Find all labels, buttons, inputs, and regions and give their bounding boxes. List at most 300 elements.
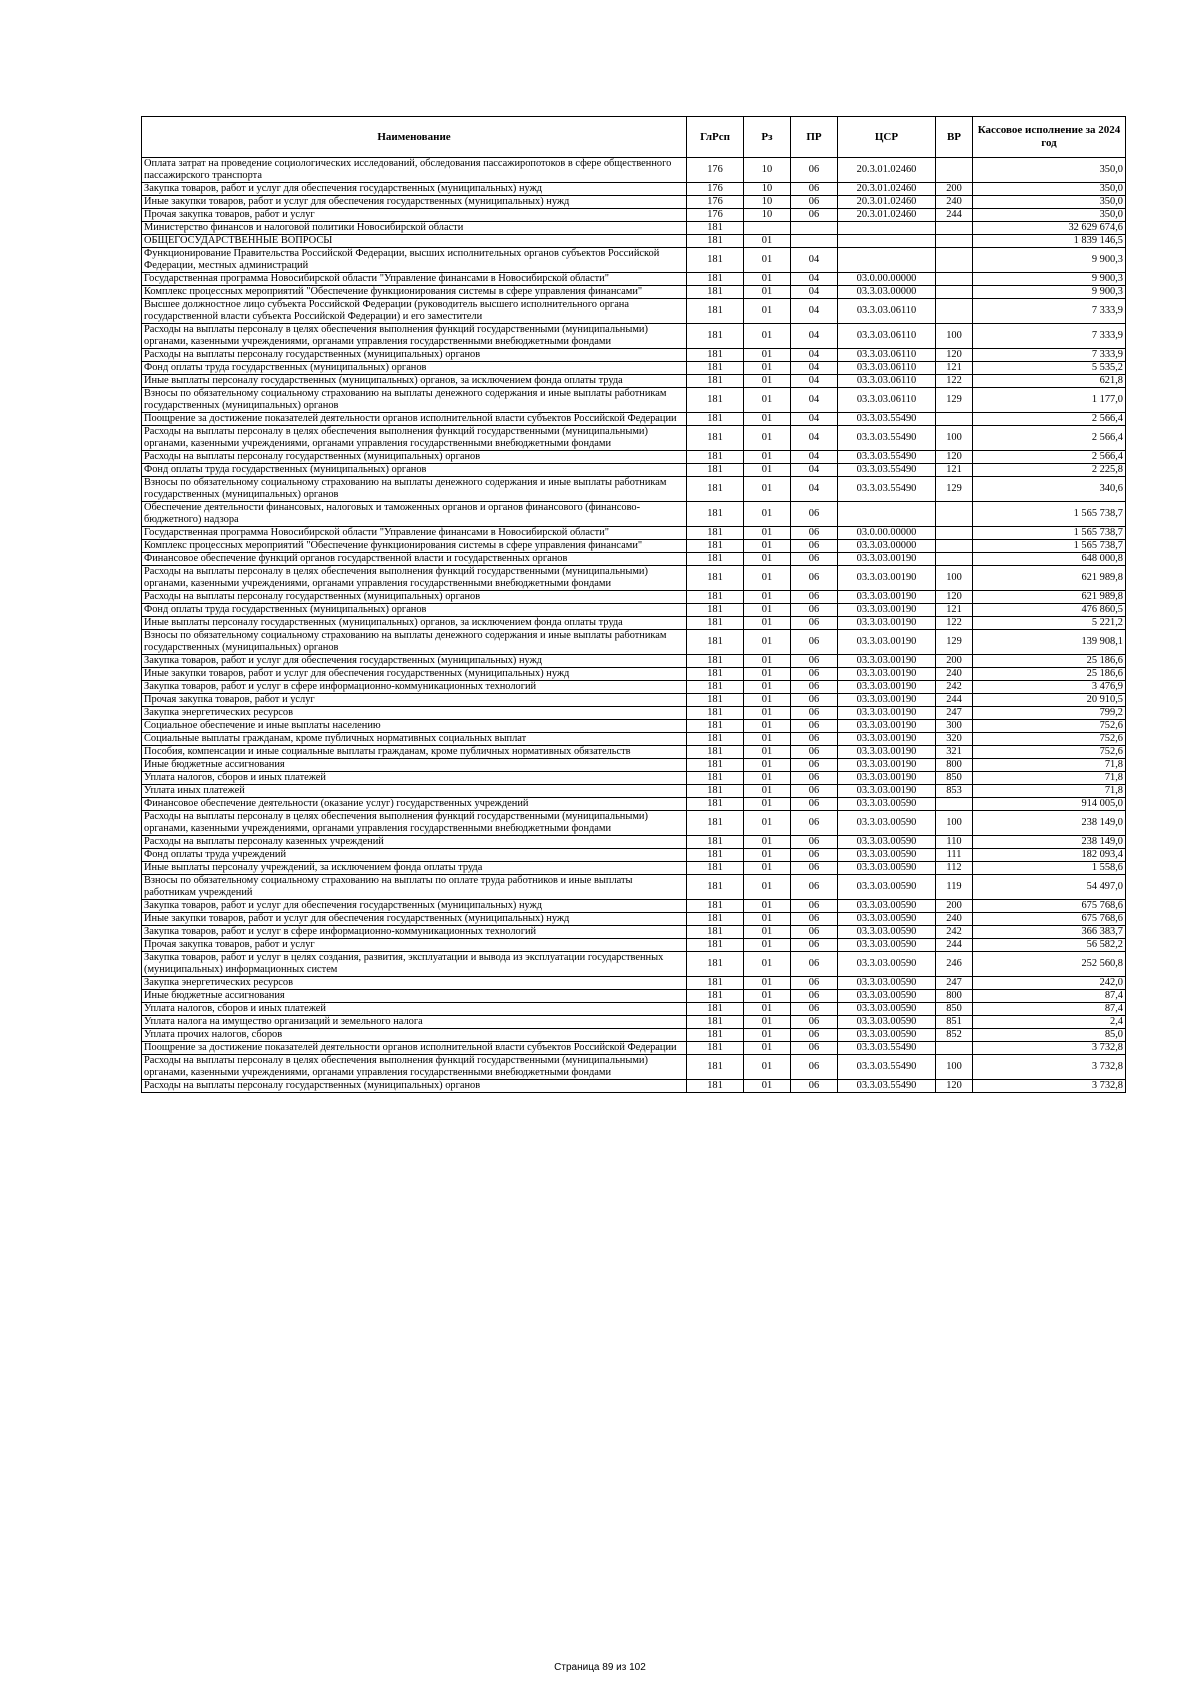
cell-rz: 01 [744,235,791,248]
cell-pr: 06 [791,630,838,655]
cell-csr: 03.3.03.00190 [838,746,936,759]
table-row [142,720,1126,733]
cell-rz: 01 [744,772,791,785]
cell-pr: 06 [791,913,838,926]
table-row [142,772,1126,785]
cell-glrsp: 181 [687,785,744,798]
cell-pr: 06 [791,862,838,875]
cell-csr: 03.3.03.00590 [838,939,936,952]
table-row [142,196,1126,209]
cell-csr: 03.3.03.00190 [838,553,936,566]
cell-csr: 03.3.03.00190 [838,668,936,681]
cell-vr: 851 [936,1016,973,1029]
cell-amount: 87,4 [973,1003,1126,1016]
cell-csr: 03.3.03.00190 [838,720,936,733]
cell-csr: 03.3.03.00190 [838,655,936,668]
cell-csr [838,235,936,248]
cell-amount: 87,4 [973,990,1126,1003]
header-rz: Рз [744,117,791,158]
cell-amount: 350,0 [973,158,1126,183]
cell-pr: 06 [791,196,838,209]
cell-amount: 7 333,9 [973,324,1126,349]
table-row [142,952,1126,977]
cell-glrsp: 181 [687,540,744,553]
cell-rz: 01 [744,785,791,798]
cell-amount: 238 149,0 [973,836,1126,849]
cell-vr: 120 [936,591,973,604]
table-row [142,1055,1126,1080]
table-row [142,286,1126,299]
table-row [142,785,1126,798]
cell-name: Иные выплаты персоналу учреждений, за исключением фонда оплаты труда [142,862,687,875]
cell-glrsp: 176 [687,196,744,209]
cell-vr: 122 [936,617,973,630]
cell-pr: 06 [791,811,838,836]
cell-glrsp: 181 [687,1003,744,1016]
cell-pr: 06 [791,849,838,862]
table-row [142,502,1126,527]
cell-pr: 04 [791,286,838,299]
cell-vr [936,553,973,566]
cell-glrsp: 181 [687,772,744,785]
cell-csr: 20.3.01.02460 [838,209,936,222]
cell-pr: 06 [791,527,838,540]
cell-name: Уплата налогов, сборов и иных платежей [142,1003,687,1016]
cell-pr: 06 [791,1042,838,1055]
cell-rz: 01 [744,836,791,849]
cell-rz: 01 [744,375,791,388]
cell-amount: 1 565 738,7 [973,527,1126,540]
cell-rz: 01 [744,900,791,913]
cell-vr: 242 [936,926,973,939]
cell-amount: 71,8 [973,759,1126,772]
cell-rz: 01 [744,952,791,977]
cell-vr: 240 [936,913,973,926]
cell-vr: 121 [936,362,973,375]
budget-document [141,116,1125,1093]
cell-amount: 621,8 [973,375,1126,388]
cell-vr [936,1042,973,1055]
table-row [142,926,1126,939]
cell-name: Обеспечение деятельности финансовых, налоговых и таможенных органов и органов финансового (финансово-бюджетного) надзора [142,502,687,527]
table-row [142,591,1126,604]
cell-glrsp: 181 [687,248,744,273]
cell-csr: 03.3.03.00590 [838,1016,936,1029]
cell-rz: 01 [744,1080,791,1093]
cell-name: Пособия, компенсации и иные социальные выплаты гражданам, кроме публичных нормативных обязательств [142,746,687,759]
table-row [142,746,1126,759]
cell-vr [936,413,973,426]
cell-vr: 200 [936,900,973,913]
cell-glrsp: 181 [687,990,744,1003]
cell-rz: 01 [744,694,791,707]
cell-csr: 03.3.03.06110 [838,324,936,349]
cell-amount: 56 582,2 [973,939,1126,952]
cell-vr: 242 [936,681,973,694]
table-row [142,849,1126,862]
cell-name: Закупка энергетических ресурсов [142,977,687,990]
cell-name: Иные закупки товаров, работ и услуг для обеспечения государственных (муниципальных) нужд [142,196,687,209]
cell-rz: 01 [744,1055,791,1080]
cell-pr: 06 [791,617,838,630]
cell-rz: 01 [744,798,791,811]
cell-rz: 01 [744,1016,791,1029]
cell-csr: 03.3.03.00190 [838,566,936,591]
cell-vr: 247 [936,707,973,720]
table-row [142,299,1126,324]
cell-pr: 06 [791,183,838,196]
cell-name: Фонд оплаты труда государственных (муниципальных) органов [142,604,687,617]
cell-name: Расходы на выплаты персоналу казенных учреждений [142,836,687,849]
cell-pr: 04 [791,426,838,451]
cell-name: Фонд оплаты труда учреждений [142,849,687,862]
cell-pr: 04 [791,273,838,286]
cell-rz: 01 [744,875,791,900]
cell-rz: 01 [744,617,791,630]
cell-vr [936,798,973,811]
cell-name: Оплата затрат на проведение социологических исследований, обследования пассажиропотоков в сфере общественного пассажирского транспорта [142,158,687,183]
cell-rz: 01 [744,977,791,990]
cell-csr: 03.0.00.00000 [838,273,936,286]
cell-amount: 9 900,3 [973,273,1126,286]
cell-rz: 01 [744,720,791,733]
cell-pr [791,235,838,248]
cell-glrsp: 181 [687,362,744,375]
cell-pr: 04 [791,477,838,502]
cell-csr: 03.3.03.06110 [838,299,936,324]
cell-amount: 1 565 738,7 [973,502,1126,527]
cell-vr [936,540,973,553]
cell-csr: 03.3.03.06110 [838,349,936,362]
table-row [142,540,1126,553]
cell-name: Прочая закупка товаров, работ и услуг [142,209,687,222]
cell-amount: 20 910,5 [973,694,1126,707]
cell-vr: 129 [936,388,973,413]
cell-vr: 240 [936,196,973,209]
cell-glrsp: 181 [687,630,744,655]
cell-rz: 10 [744,183,791,196]
cell-amount: 2,4 [973,1016,1126,1029]
cell-csr: 03.3.03.00590 [838,926,936,939]
cell-rz: 01 [744,502,791,527]
cell-amount: 5 535,2 [973,362,1126,375]
cell-csr: 03.3.03.00590 [838,977,936,990]
cell-name: Расходы на выплаты персоналу государственных (муниципальных) органов [142,1080,687,1093]
cell-amount: 32 629 674,6 [973,222,1126,235]
cell-amount: 350,0 [973,209,1126,222]
cell-csr: 03.3.03.55490 [838,451,936,464]
cell-name: Закупка товаров, работ и услуг для обеспечения государственных (муниципальных) нужд [142,655,687,668]
table-row [142,630,1126,655]
cell-pr: 06 [791,952,838,977]
cell-name: Закупка товаров, работ и услуг для обеспечения государственных (муниципальных) нужд [142,900,687,913]
cell-amount: 2 566,4 [973,451,1126,464]
cell-vr: 129 [936,630,973,655]
cell-rz: 01 [744,655,791,668]
cell-vr: 853 [936,785,973,798]
table-row [142,1080,1126,1093]
cell-csr: 03.3.03.06110 [838,362,936,375]
cell-name: Финансовое обеспечение функций органов государственной власти и государственных органов [142,553,687,566]
cell-pr: 06 [791,502,838,527]
cell-amount: 3 732,8 [973,1080,1126,1093]
cell-csr: 03.3.03.55490 [838,1080,936,1093]
cell-amount: 54 497,0 [973,875,1126,900]
cell-name: Закупка товаров, работ и услуг в сфере информационно-коммуникационных технологий [142,681,687,694]
table-row [142,388,1126,413]
table-row [142,836,1126,849]
cell-csr: 03.0.00.00000 [838,527,936,540]
cell-name: Государственная программа Новосибирской области "Управление финансами в Новосибирской области" [142,527,687,540]
cell-name: Государственная программа Новосибирской области "Управление финансами в Новосибирской области" [142,273,687,286]
cell-glrsp: 181 [687,1016,744,1029]
table-row [142,939,1126,952]
cell-vr: 244 [936,694,973,707]
cell-glrsp: 181 [687,836,744,849]
cell-name: Закупка энергетических ресурсов [142,707,687,720]
header-pr: ПР [791,117,838,158]
header-glrsp: ГлРсп [687,117,744,158]
cell-glrsp: 181 [687,553,744,566]
cell-csr: 03.3.03.00190 [838,772,936,785]
cell-rz: 01 [744,477,791,502]
cell-rz: 01 [744,362,791,375]
cell-csr: 03.3.03.00590 [838,1029,936,1042]
table-row [142,158,1126,183]
cell-pr: 06 [791,209,838,222]
cell-glrsp: 176 [687,209,744,222]
cell-csr: 03.3.03.00190 [838,759,936,772]
cell-csr: 03.3.03.00590 [838,849,936,862]
cell-amount: 752,6 [973,720,1126,733]
cell-rz: 01 [744,299,791,324]
table-row [142,413,1126,426]
cell-pr: 06 [791,1080,838,1093]
cell-name: Социальное обеспечение и иные выплаты населению [142,720,687,733]
cell-pr: 04 [791,299,838,324]
cell-amount: 71,8 [973,785,1126,798]
cell-glrsp: 181 [687,273,744,286]
budget-table [141,116,1126,1093]
cell-vr: 850 [936,772,973,785]
cell-rz: 01 [744,349,791,362]
cell-name: Расходы на выплаты персоналу государственных (муниципальных) органов [142,349,687,362]
cell-glrsp: 181 [687,681,744,694]
cell-vr: 110 [936,836,973,849]
cell-rz: 01 [744,862,791,875]
cell-csr: 03.3.03.00590 [838,913,936,926]
header-csr: ЦСР [838,117,936,158]
cell-pr: 06 [791,759,838,772]
cell-pr: 04 [791,388,838,413]
cell-pr: 06 [791,707,838,720]
cell-glrsp: 181 [687,733,744,746]
cell-amount: 350,0 [973,183,1126,196]
cell-amount: 648 000,8 [973,553,1126,566]
cell-name: Функционирование Правительства Российской Федерации, высших исполнительных органов субъектов Российской Федерации, местных администраций [142,248,687,273]
cell-rz: 01 [744,248,791,273]
cell-rz: 01 [744,324,791,349]
table-row [142,209,1126,222]
cell-glrsp: 181 [687,286,744,299]
table-row [142,566,1126,591]
cell-name: Расходы на выплаты персоналу государственных (муниципальных) органов [142,451,687,464]
cell-pr: 06 [791,591,838,604]
cell-rz: 01 [744,913,791,926]
cell-amount: 675 768,6 [973,913,1126,926]
cell-pr: 04 [791,248,838,273]
cell-pr: 04 [791,413,838,426]
cell-amount: 238 149,0 [973,811,1126,836]
cell-name: ОБЩЕГОСУДАРСТВЕННЫЕ ВОПРОСЫ [142,235,687,248]
cell-name: Расходы на выплаты персоналу в целях обеспечения выполнения функций государственными (муниципальными) органами, казенными учреждениями, органами управления государственными внебюджетными фондами [142,811,687,836]
cell-glrsp: 181 [687,426,744,451]
cell-glrsp: 181 [687,477,744,502]
table-row [142,759,1126,772]
cell-rz: 01 [744,630,791,655]
cell-vr [936,299,973,324]
cell-rz: 01 [744,668,791,681]
table-row [142,235,1126,248]
cell-rz: 01 [744,990,791,1003]
cell-glrsp: 181 [687,451,744,464]
cell-glrsp: 181 [687,977,744,990]
cell-amount: 2 566,4 [973,426,1126,451]
cell-csr: 03.3.03.00190 [838,785,936,798]
cell-vr [936,222,973,235]
cell-csr [838,222,936,235]
cell-amount: 3 732,8 [973,1042,1126,1055]
cell-vr: 100 [936,566,973,591]
cell-amount: 340,6 [973,477,1126,502]
cell-glrsp: 181 [687,862,744,875]
cell-vr: 800 [936,759,973,772]
cell-glrsp: 181 [687,875,744,900]
cell-pr: 06 [791,900,838,913]
cell-pr: 06 [791,939,838,952]
table-row [142,604,1126,617]
cell-name: Расходы на выплаты персоналу в целях обеспечения выполнения функций государственными (муниципальными) органами, казенными учреждениями, органами управления государственными внебюджетными фондами [142,324,687,349]
cell-vr: 240 [936,668,973,681]
table-row [142,1029,1126,1042]
cell-pr: 06 [791,977,838,990]
cell-rz: 01 [744,591,791,604]
table-row [142,527,1126,540]
table-row [142,375,1126,388]
cell-pr: 06 [791,553,838,566]
cell-glrsp: 181 [687,1055,744,1080]
cell-pr: 06 [791,694,838,707]
cell-glrsp: 181 [687,720,744,733]
cell-name: Иные бюджетные ассигнования [142,990,687,1003]
cell-name: Уплата прочих налогов, сборов [142,1029,687,1042]
cell-vr: 112 [936,862,973,875]
cell-glrsp: 181 [687,798,744,811]
cell-vr: 244 [936,209,973,222]
cell-name: Расходы на выплаты персоналу государственных (муниципальных) органов [142,591,687,604]
cell-glrsp: 181 [687,926,744,939]
cell-name: Взносы по обязательному социальному страхованию на выплаты денежного содержания и иные выплаты работникам государственных (муниципальных) органов [142,477,687,502]
cell-amount: 752,6 [973,746,1126,759]
cell-rz: 10 [744,209,791,222]
cell-rz: 01 [744,681,791,694]
cell-amount: 1 839 146,5 [973,235,1126,248]
cell-amount: 752,6 [973,733,1126,746]
table-row [142,990,1126,1003]
cell-name: Иные закупки товаров, работ и услуг для обеспечения государственных (муниципальных) нужд [142,668,687,681]
cell-glrsp: 181 [687,655,744,668]
cell-glrsp: 181 [687,502,744,527]
table-row [142,464,1126,477]
cell-amount: 182 093,4 [973,849,1126,862]
cell-rz: 01 [744,746,791,759]
cell-csr: 03.3.03.55490 [838,1042,936,1055]
cell-pr: 04 [791,349,838,362]
cell-amount: 1 558,6 [973,862,1126,875]
table-row [142,733,1126,746]
cell-amount: 1 565 738,7 [973,540,1126,553]
cell-rz: 01 [744,849,791,862]
table-row [142,875,1126,900]
cell-vr [936,502,973,527]
header-name: Наименование [142,117,687,158]
cell-csr: 03.3.03.55490 [838,1055,936,1080]
cell-vr: 129 [936,477,973,502]
table-row [142,913,1126,926]
cell-pr: 04 [791,451,838,464]
cell-glrsp: 181 [687,235,744,248]
cell-rz [744,222,791,235]
table-row [142,1003,1126,1016]
cell-glrsp: 181 [687,299,744,324]
cell-rz: 01 [744,527,791,540]
header-amount: Кассовое исполнение за 2024 год [973,117,1126,158]
cell-vr: 800 [936,990,973,1003]
cell-name: Уплата налога на имущество организаций и земельного налога [142,1016,687,1029]
cell-amount: 9 900,3 [973,248,1126,273]
cell-vr: 120 [936,349,973,362]
cell-name: Взносы по обязательному социальному страхованию на выплаты денежного содержания и иные выплаты работникам государственных (муниципальных) органов [142,630,687,655]
cell-vr: 122 [936,375,973,388]
cell-vr: 120 [936,1080,973,1093]
cell-pr: 06 [791,1003,838,1016]
cell-amount: 2 225,8 [973,464,1126,477]
cell-amount: 3 732,8 [973,1055,1126,1080]
table-row [142,707,1126,720]
cell-pr: 06 [791,990,838,1003]
cell-amount: 1 177,0 [973,388,1126,413]
cell-csr [838,502,936,527]
cell-vr: 111 [936,849,973,862]
cell-amount: 242,0 [973,977,1126,990]
cell-csr: 03.3.03.00190 [838,630,936,655]
cell-csr: 03.3.03.00590 [838,1003,936,1016]
cell-name: Уплата налогов, сборов и иных платежей [142,772,687,785]
table-row [142,349,1126,362]
cell-vr: 100 [936,811,973,836]
cell-csr: 03.3.03.00190 [838,604,936,617]
cell-rz: 01 [744,426,791,451]
cell-pr: 04 [791,324,838,349]
cell-vr [936,158,973,183]
cell-glrsp: 181 [687,694,744,707]
cell-rz: 01 [744,604,791,617]
cell-rz: 10 [744,158,791,183]
cell-rz: 01 [744,464,791,477]
cell-name: Прочая закупка товаров, работ и услуг [142,939,687,952]
cell-vr: 852 [936,1029,973,1042]
cell-name: Комплекс процессных мероприятий "Обеспечение функционирования системы в сфере управления финансами" [142,540,687,553]
